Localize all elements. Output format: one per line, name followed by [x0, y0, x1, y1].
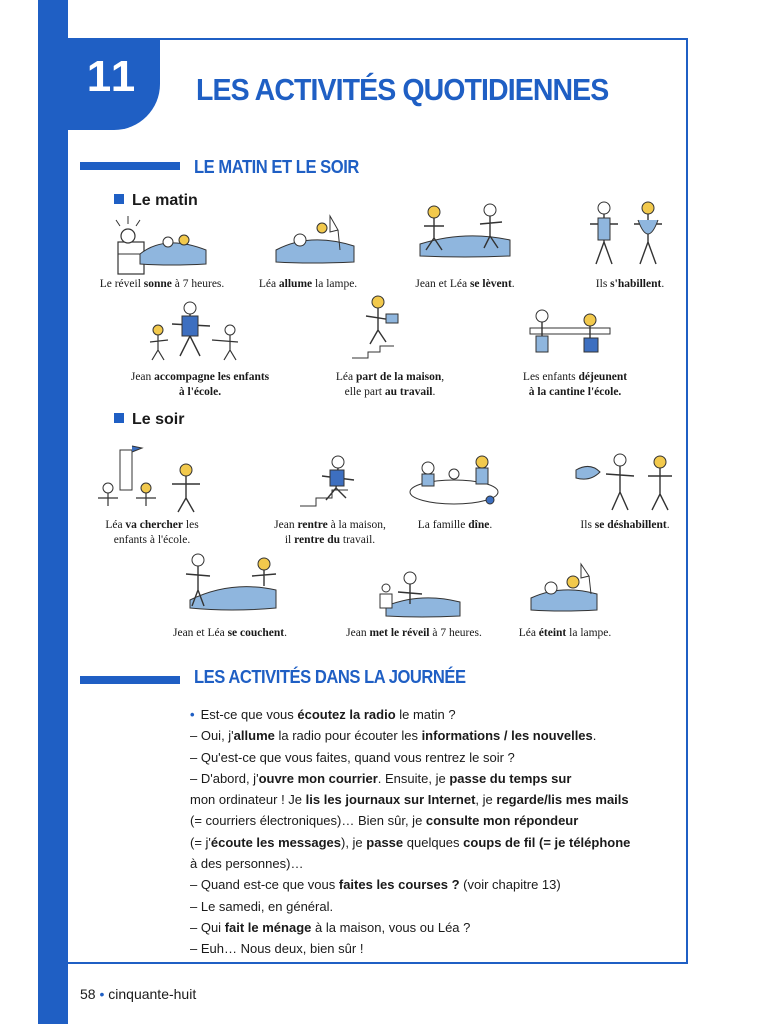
subheading-soir: Le soir [114, 411, 184, 429]
chapter-number: 11 [86, 52, 138, 101]
section-title-journee: LES ACTIVITÉS DANS LA JOURNÉE [194, 667, 466, 687]
subheading-matin: Le matin [114, 192, 198, 210]
side-bar [38, 0, 68, 1024]
chapter-title: LES ACTIVITÉS QUOTIDIENNES [196, 72, 609, 107]
illustration-alarm-rings [110, 214, 210, 276]
illustration-getting-up [410, 200, 520, 264]
dialogue-line: (= courriers électroniques)… Bien sûr, je consulte mon répondeur [190, 813, 579, 829]
caption-dejeunent: Les enfants déjeunent à la cantine l'école. [522, 371, 628, 398]
illustration-going-to-bed [176, 550, 286, 616]
bullet-separator: • [99, 986, 105, 1002]
dialogue-line: – Qu'est-ce que vous faites, quand vous rentrez le soir ? [190, 749, 515, 765]
caption-accompagne: Jean accompagne les enfants à l'école. [130, 371, 270, 398]
bullet-icon: • [190, 707, 195, 722]
illustration-accompany-children [140, 300, 250, 362]
dialogue-line: – Oui, j'allume la radio pour écouter les informations / les nouvelles. [190, 728, 597, 744]
illustration-dressing [578, 198, 678, 270]
illustration-coming-home [296, 452, 376, 510]
dialogue-line: – D'abord, j'ouvre mon courrier. Ensuite, je passe du temps sur [190, 770, 572, 786]
caption-reveil-sonne: Le réveil sonne à 7 heures. [99, 278, 225, 290]
illustration-school-pickup [88, 440, 208, 514]
caption-va-chercher: Léa va chercher les enfants à l'école. [105, 519, 199, 546]
square-icon [114, 194, 124, 204]
illustration-set-alarm [376, 566, 466, 622]
square-icon [114, 413, 124, 423]
caption-s-habillent: Ils s'habillent. [595, 278, 665, 290]
caption-eteint: Léa éteint la lampe. [518, 627, 612, 639]
dialogue-line: – Quand est-ce que vous faites les courses ? (voir chapitre 13) [190, 877, 561, 893]
illustration-lamp-off [525, 558, 605, 618]
illustration-leaving-house [348, 294, 408, 360]
caption-met-reveil: Jean met le réveil à 7 heures. [346, 627, 482, 639]
caption-se-deshabillent: Ils se déshabillent. [580, 519, 670, 531]
section-title-matin-soir: LE MATIN ET LE SOIR [194, 157, 359, 177]
section-bar [80, 162, 180, 170]
illustration-lea-lamp [270, 210, 360, 272]
section-bar [80, 676, 180, 684]
caption-dine: La famille dîne. [417, 519, 493, 531]
dialogue-line: – Euh… Nous deux, bien sûr ! [190, 941, 364, 957]
dialogue-text [190, 704, 670, 960]
caption-part-maison: Léa part de la maison, elle part au travail. [335, 371, 445, 398]
caption-lea-allume: Léa allume la lampe. [258, 278, 358, 290]
dialogue-line: (= j'écoute les messages), je passe quelques coups de fil (= je téléphone [190, 834, 631, 850]
caption-se-couchent: Jean et Léa se couchent. [172, 627, 287, 639]
page-footer [80, 986, 196, 1002]
illustration-undressing [570, 452, 680, 514]
dialogue-line: • Est-ce que vous écoutez la radio le matin ? [190, 707, 456, 722]
caption-se-levent: Jean et Léa se lèvent. [415, 278, 515, 290]
illustration-canteen [520, 306, 620, 360]
caption-rentre: Jean rentre à la maison, il rentre du travail. [274, 519, 386, 546]
illustration-dinner [402, 448, 506, 512]
dialogue-line: – Qui fait le ménage à la maison, vous ou Léa ? [190, 919, 471, 935]
page-number: 58 [80, 986, 96, 1002]
dialogue-line: mon ordinateur ! Je lis les journaux sur Internet, je regarde/lis mes mails [190, 792, 629, 808]
page-number-words: cinquante-huit [108, 986, 197, 1002]
dialogue-line: – Le samedi, en général. [190, 898, 334, 914]
dialogue-line: à des personnes)… [190, 856, 304, 872]
